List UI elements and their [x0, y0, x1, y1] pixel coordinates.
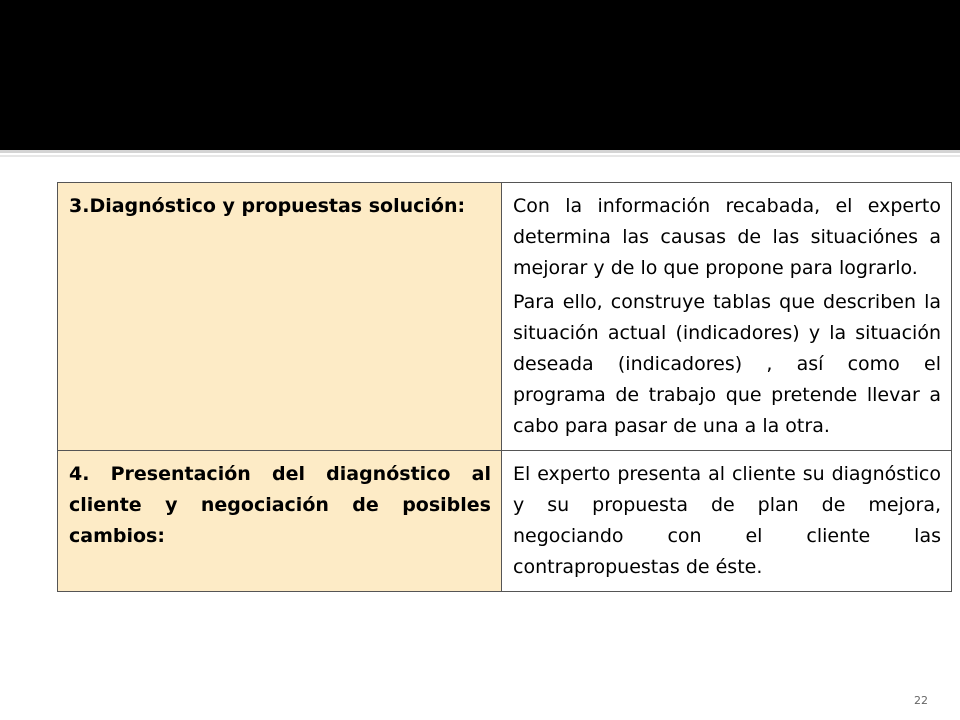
description-cell: [502, 183, 952, 451]
description-cell: [502, 451, 952, 592]
process-table: [57, 182, 952, 592]
description-paragraph: Con la información recabada, el experto determina las causas de las situaciónes a mejorar y de lo que propone para lograrlo.: [513, 195, 941, 279]
divider-line: [0, 155, 960, 157]
page-number: 22: [914, 694, 928, 707]
table-row: [58, 183, 952, 451]
step-title: 3.Diagnóstico y propuestas solución:: [69, 195, 466, 217]
step-cell: [58, 183, 502, 451]
divider-line: [0, 150, 960, 153]
step-cell: [58, 451, 502, 592]
description-paragraph: Para ello, construye tablas que describen la situación actual (indicadores) y la situación deseada (indicadores) , así como el programa de trabajo que pretende llevar a cabo para pasar de una a la otra.: [513, 291, 941, 437]
step-title: 4. Presentación del diagnóstico al cliente y negociación de posibles cambios:: [69, 463, 491, 547]
description-paragraph: El experto presenta al cliente su diagnóstico y su propuesta de plan de mejora, negociando con el cliente las contrapropuestas de éste.: [513, 463, 941, 578]
table-row: [58, 451, 952, 592]
title-band: [0, 0, 960, 150]
